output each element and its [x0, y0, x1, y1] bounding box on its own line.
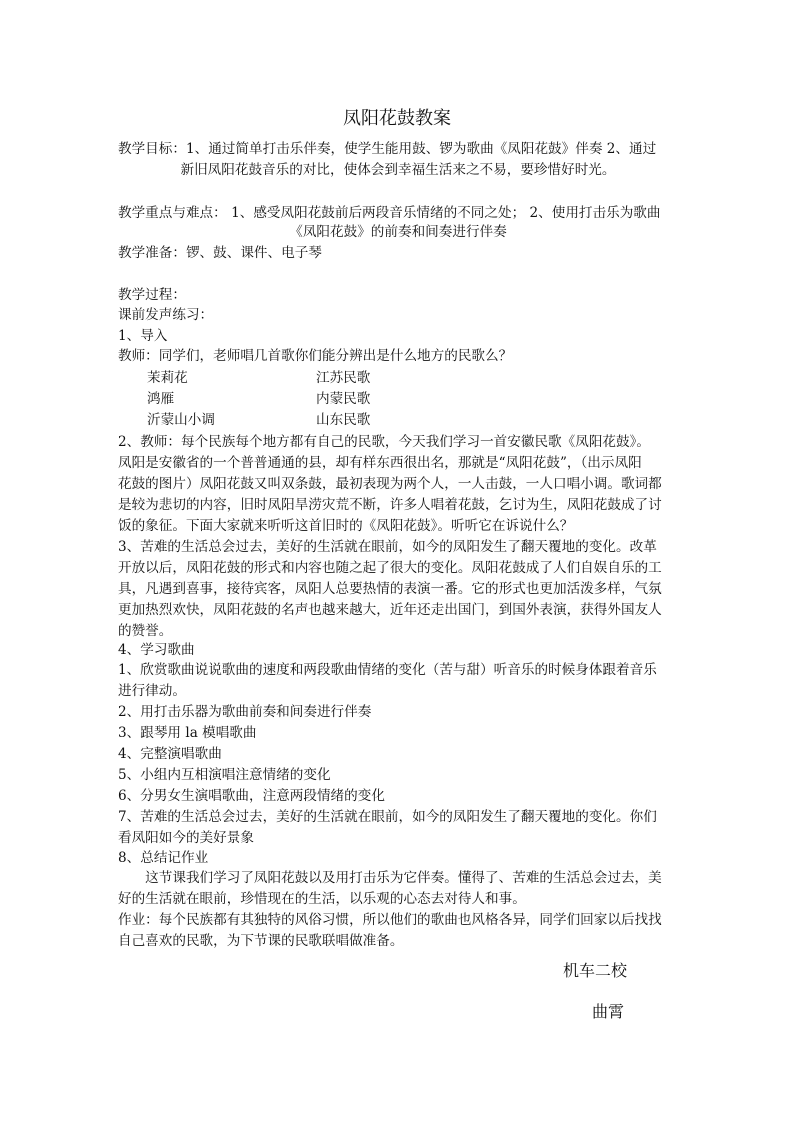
summary-line: 好的生活就在眼前，珍惜现在的生活，以乐观的心态去对待人和事。	[118, 891, 526, 907]
author-signature: 曲霄	[592, 1002, 625, 1021]
step-line: 7、苦难的生活总会过去，美好的生活就在眼前，如今的凤阳发生了翻天覆地的变化。你们	[118, 809, 657, 825]
teaching-preparation: 教学准备：锣、鼓、课件、电子琴	[118, 245, 322, 261]
summary-line: 这节课我们学习了凤阳花鼓以及用打击乐为它伴奏。懂得了、苦难的生活总会过去，美	[118, 870, 662, 886]
teaching-goal-line-1: 教学目标：1、通过简单打击乐伴奏，使学生能用鼓、锣为歌曲《凤阳花鼓》伴奏 2、通过	[118, 141, 657, 157]
school-signature: 机车二校	[563, 961, 628, 980]
teaching-goal-line-2: 新旧凤阳花鼓音乐的对比，使体会到幸福生活来之不易，要珍惜好时光。	[180, 162, 616, 178]
body-line: 3、苦难的生活总会过去，美好的生活就在眼前，如今的凤阳发生了翻天覆地的变化。改革	[118, 539, 657, 555]
body-line: 是较为悲切的内容，旧时凤阳旱涝灾荒不断，许多人唱着花鼓，乞讨为生，凤阳花鼓成了讨	[118, 497, 662, 513]
body-line: 更加热烈欢快，凤阳花鼓的名声也越来越大，近年还走出国门，到国外表演，获得外国友人	[118, 602, 662, 618]
body-line: 进行律动。	[118, 683, 186, 699]
body-line: 的赞誉。	[118, 623, 173, 639]
step-line: 6、分男女生演唱歌曲，注意两段情绪的变化	[118, 788, 385, 804]
song-name: 茉莉花	[147, 370, 188, 386]
song-name: 鸿雁	[147, 391, 175, 407]
intro-heading: 1、导入	[118, 328, 168, 344]
key-points-line-1: 教学重点与难点： 1、感受凤阳花鼓前后两段音乐情绪的不同之处； 2、使用打击乐为歌曲	[118, 205, 661, 221]
step-line: 5、小组内互相演唱注意情绪的变化	[118, 767, 331, 783]
intro-question: 教师：同学们，老师唱几首歌你们能分辨出是什么地方的民歌么？	[118, 348, 513, 364]
body-line: 具，凡遇到喜事，接待宾客，凤阳人总要热情的表演一番。它的形式也更加活泼多样，气氛	[118, 581, 662, 597]
key-points-line-2: 《凤阳花鼓》的前奏和间奏进行伴奏	[289, 224, 507, 240]
song-name: 沂蒙山小调	[147, 412, 215, 428]
step-line: 4、完整演唱歌曲	[118, 746, 222, 762]
document-title: 凤阳花鼓教案	[343, 108, 451, 129]
step-line: 3、跟琴用 la 模唱歌曲	[118, 725, 257, 741]
homework-line: 自己喜欢的民歌，为下节课的民歌联唱做准备。	[118, 933, 404, 949]
body-line: 2、教师：每个民族每个地方都有自己的民歌，今天我们学习一首安徽民歌《凤阳花鼓》。	[118, 434, 651, 450]
warmup-heading: 课前发声练习：	[118, 307, 214, 323]
section-heading-learn-song: 4、学习歌曲	[118, 642, 195, 658]
song-region: 江苏民歌	[316, 370, 371, 386]
song-region: 内蒙民歌	[316, 391, 371, 407]
body-line: 开放以后，凤阳花鼓的形式和内容也随之起了很大的变化。凤阳花鼓成了人们自娱自乐的工	[118, 560, 662, 576]
homework-line: 作业：每个民族都有其独特的风俗习惯，所以他们的歌曲也风格各异，同学们回家以后找找	[118, 912, 662, 928]
step-line: 2、用打击乐器为歌曲前奏和间奏进行伴奏	[118, 704, 372, 720]
step-line: 看凤阳如今的美好景象	[118, 830, 254, 846]
song-region: 山东民歌	[316, 412, 371, 428]
body-line: 凤阳是安徽省的一个普普通通的县，却有样东西很出名，那就是“凤阳花鼓”，（出示凤阳	[118, 455, 642, 471]
process-heading: 教学过程：	[118, 287, 186, 303]
summary-heading: 8、总结记作业	[118, 850, 209, 866]
body-line: 1、欣赏歌曲说说歌曲的速度和两段歌曲情绪的变化（苦与甜）听音乐的时候身体跟着音乐	[118, 662, 657, 678]
body-line: 花鼓的图片）凤阳花鼓又叫双条鼓，最初表现为两个人，一人击鼓，一人口唱小调。歌词都	[118, 476, 662, 492]
body-line: 饭的象征。下面大家就来听听这首旧时的《凤阳花鼓》。听听它在诉说什么？	[118, 518, 574, 534]
